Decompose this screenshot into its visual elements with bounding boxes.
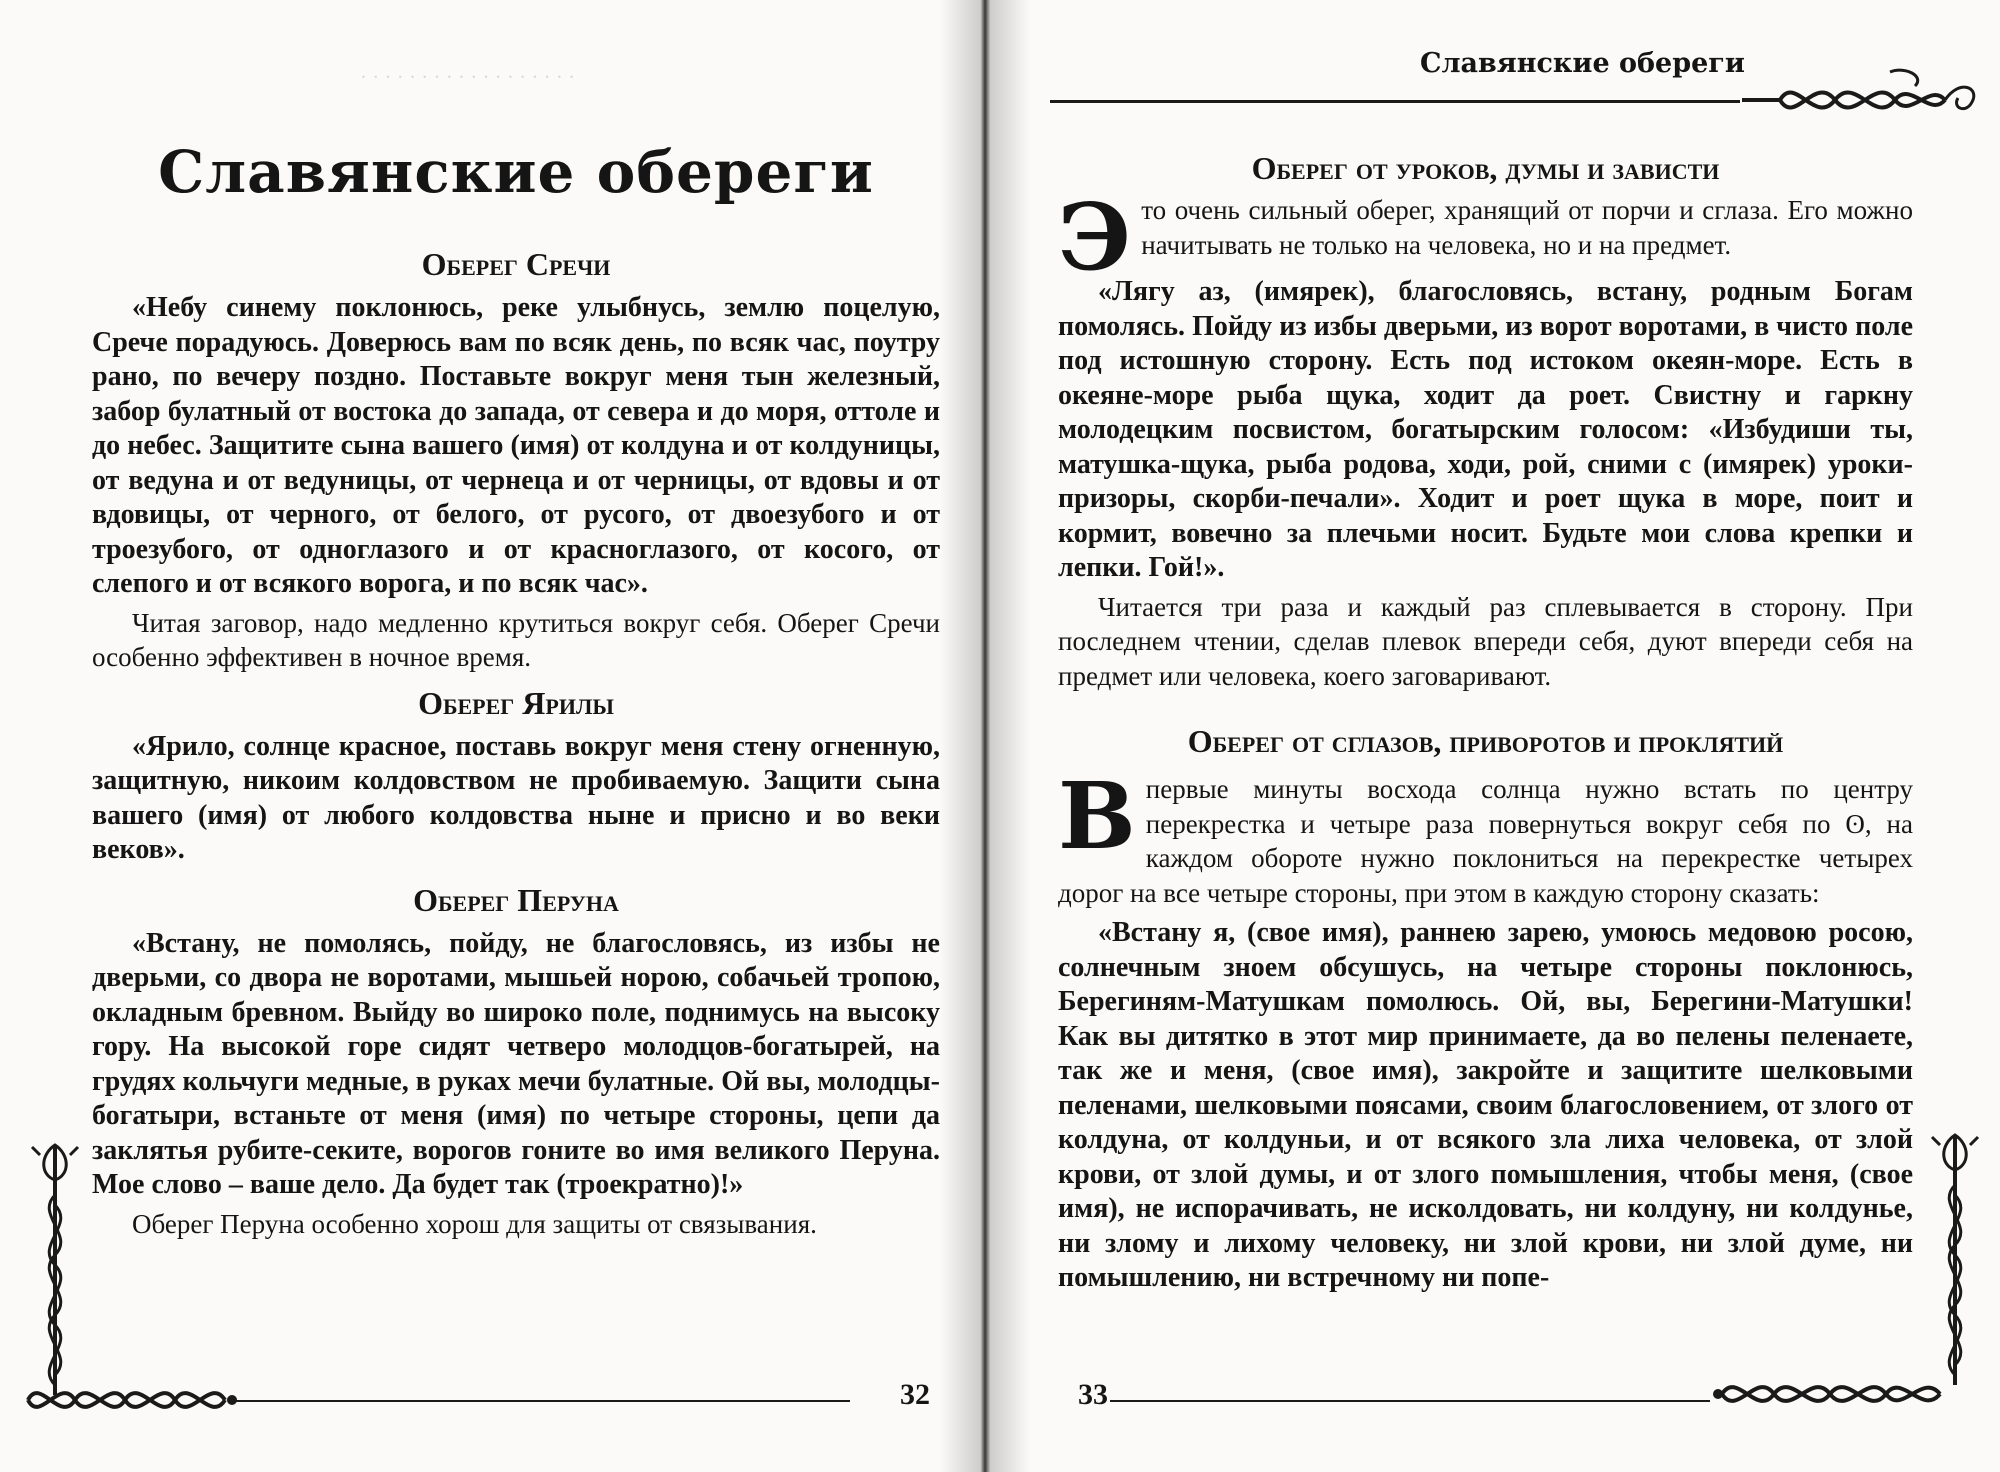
page-number-right: 33 <box>1078 1378 1108 1411</box>
section-title-sreche: Оберег Сречи <box>421 246 611 282</box>
right-knot-ornament-icon <box>1712 1364 1952 1424</box>
section-title-uroki: Оберег от уроков, думы и зависти <box>1251 150 1720 186</box>
page-number-left: 32 <box>900 1378 930 1411</box>
spell-text-uroki: «Лягу аз, (имярек), благословясь, встану, родным Богам помолясь. Пойду из избы дверьми, из ворот воротами, в чисто поле под истошную сторону. Есть под истоком океян-море. Есть в океяне-море рыба щука, ходит да роет. Свистну и гаркну молодецким посвистом, богатырским голосом: «Избудиши ты, матушка-щука, рыба родова, ходи, рой, сними с (имярек) уроки-призоры, скорби-печали». Ходит и роет щука в море, поит и кормит, вовечно за плечьми носит. Будьте мои слова крепки и лепки. Гой!». <box>1058 276 1913 583</box>
spell-text-sglaz: «Встану я, (свое имя), раннею зарею, умоюсь медовою росою, солнечным зноем обсушусь, на четыре стороны поклонюсь, Берегиням-Матушкам помолюсь. Ой, вы, Берегини-Матушки! Как вы дитятко в этот мир принимаете, да во пелены пеленаете, так же и меня, (свое имя), закройте и защитите шелковыми пеленами, шелковыми поясами, своим благословением, от злого от колдуна, от колдуньи, и от всякого зла лиха человека, от злой крови, от злой думы, и от злого помышления, чтобы меня, (свое имя), не испорачивать, не исколдовать, ни колдуну, ни колдунье, ни злому и лихому человеку, ни злой крови, ни злой думе, ни помышлению, ни встречному ни попе- <box>1058 917 1913 1293</box>
right-page-body <box>1058 140 1913 1296</box>
right-vine-ornament-icon <box>1930 1125 1980 1395</box>
bleed-through-text: · · · · · · · · · · · · · · · · · · <box>360 65 576 89</box>
spell-text-yarila: «Ярило, солнце красное, поставь вокруг меня стену огненную, защитную, никоим колдовством не пробиваемую. Защити сына вашего (имя) от любого колдовства ныне и присно и во веки веков». <box>92 730 940 865</box>
section-title-yarila: Оберег Ярилы <box>418 684 614 721</box>
running-head: Славянские обереги <box>1420 48 1745 79</box>
header-rule <box>1050 100 1740 103</box>
left-footer-rule <box>230 1400 850 1402</box>
spell-text-perun: «Встану, не помолясь, пойду, не благословясь, из избы не дверьми, со двора не воротами, мышьей норою, собачьей тропою, окладным бревном. Выйду во широко поле, поднимусь на высоку гору. На высокой горе сидят четверо молодцов-богатырей, на грудях кольчуги медные, в руках мечи булатные. Ой вы, молодцы-богатыри, встаньте от меня (имя) по четыре стороны, цепи да заклятья рубите-секите, ворогов гоните во имя великого Перуна. Мое слово – ваше дело. Да будет так (троекратно)!» <box>92 927 940 1200</box>
intro-text-uroki: то очень сильный оберег, хранящий от порчи и сглаза. Его можно начитывать не только на человека, но и на предмет. <box>1141 195 1913 260</box>
left-page <box>0 0 985 1472</box>
left-knot-ornament-icon <box>20 1372 240 1428</box>
note-text-uroki: Читается три раза и каждый раз сплевывается в сторону. При последнем чтении, сделав плевок впереди себя, дуют впереди себя на предмет или человека, коего заговаривают. <box>1058 591 1913 691</box>
book-title: Славянские обереги <box>158 138 874 206</box>
intro-paragraph-uroki <box>1058 183 1913 291</box>
note-text-perun: Оберег Перуна особенно хорош для защиты от связывания. <box>132 1208 817 1239</box>
header-knot-ornament-icon <box>1740 68 1985 130</box>
section-title-sglaz: Оберег от сглазов, приворотов и проклятий <box>1187 723 1784 759</box>
intro-text-sglaz: первые минуты восхода солнца нужно встать по центру перекрестка и четыре раза повернуться вокруг себя по ʘ, на каждом обороте нужно поклониться на перекрестке четырех дорог на все четыре стороны, при этом в каждую сторону сказать: <box>1058 774 1913 908</box>
dropcap-v: В <box>1058 762 1136 870</box>
right-footer-rule <box>1110 1400 1710 1402</box>
spell-text-sreche: «Небу синему поклонюсь, реке улыбнусь, землю поцелую, Срече порадуюсь. Доверюсь вам по всяк день, по всяк час, поутру рано, по вечеру поздно. Поставьте вокруг меня тын железный, забор булатный от востока до запада, от севера и до моря, оттоле и до небес. Защитите сына вашего (имя) от колдуна и от колдуницы, от ведуна и от ведуницы, от чернеца и от черницы, от вдовы и от вдовицы, от черного, от белого, от русого, от двоезубого и от троезубого, от одноглазого и от красноглазого, от косого, от слепого и от всякого ворога, и по всяк час». <box>92 292 940 599</box>
left-vine-ornament-icon <box>30 1135 80 1405</box>
intro-paragraph-sglaz <box>1058 762 1913 910</box>
section-title-perun: Оберег Перуна <box>413 881 619 918</box>
note-text-sreche: Читая заговор, надо медленно крутиться вокруг себя. Оберег Сречи особенно эффективен в ночное время. <box>92 607 940 672</box>
left-page-body <box>92 128 940 1249</box>
dropcap-e: Э <box>1058 183 1132 291</box>
